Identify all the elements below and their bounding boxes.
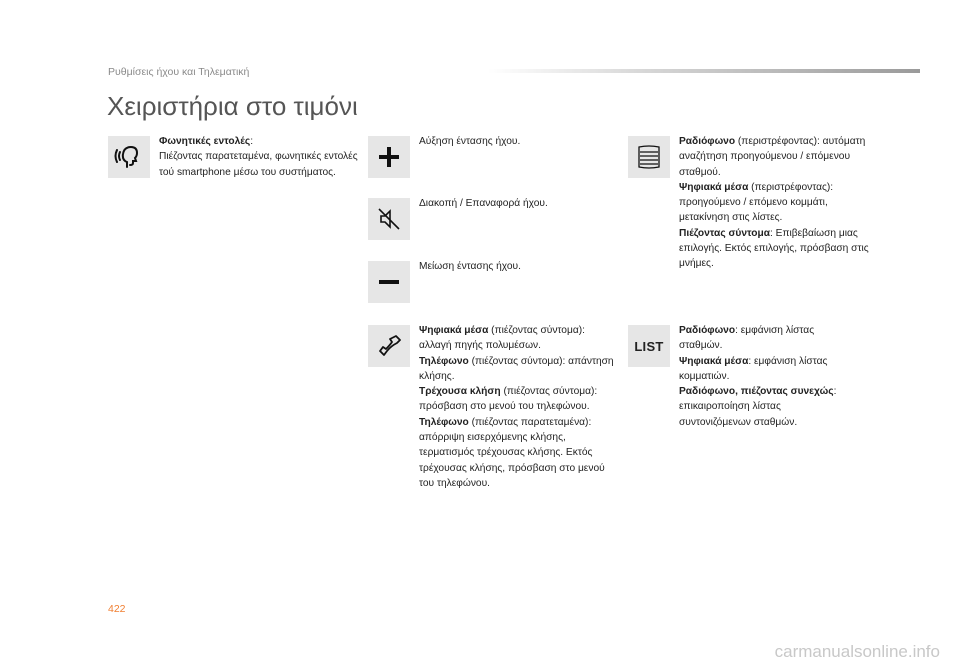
plus-icon xyxy=(368,136,410,178)
section-header: Ρυθμίσεις ήχου και Τηλεματική xyxy=(108,66,250,78)
phone-label-phone-long: Τηλέφωνο xyxy=(419,416,469,428)
list-text-radio: : εμφάνιση λίστας σταθμών. xyxy=(679,325,815,352)
phone-icon xyxy=(368,325,410,367)
wheel-text-press: : Επιβεβαίωση μιας επιλογής. Εκτός επιλογής, πρόσβαση στις μνήμες. xyxy=(679,227,869,270)
header-rule xyxy=(488,69,920,73)
wheel-text-media: (περιστρέφοντας): προηγούμενο / επόμενο κομμάτι, μετακίνηση στις λίστες. xyxy=(679,181,834,224)
phone-label-phone: Τηλέφωνο xyxy=(419,355,469,367)
voice-label-colon: : xyxy=(250,136,254,147)
page-number: 422 xyxy=(108,603,126,615)
list-label-radio-long: Ραδιόφωνο, πιέζοντας συνεχώς xyxy=(679,386,834,398)
watermark[interactable]: carmanualsonline.info xyxy=(774,642,940,661)
mute-icon xyxy=(368,198,410,240)
list-description xyxy=(679,323,839,430)
volume-up-text: Αύξηση έντασης ήχου. xyxy=(419,136,521,147)
thumbwheel-icon xyxy=(628,136,670,178)
voice-command-icon xyxy=(108,136,150,178)
wheel-label-radio: Ραδιόφωνο xyxy=(679,136,736,147)
mute-text: Διακοπή / Επαναφορά ήχου. xyxy=(419,198,548,209)
list-text-radio-long: : επικαιροποίηση λίστας συντονιζόμενων σταθμών. xyxy=(679,386,837,428)
phone-label-media: Ψηφιακά μέσα xyxy=(419,325,489,336)
list-label-radio: Ραδιόφωνο xyxy=(679,325,736,336)
list-icon xyxy=(628,325,670,367)
phone-text-media: (πιέζοντας σύντομα): αλλαγή πηγής πολυμέσων. xyxy=(419,325,585,352)
minus-icon xyxy=(368,261,410,303)
list-icon-label: LIST xyxy=(634,338,664,354)
page-title: Χειριστήρια στο τιμόνι xyxy=(107,91,358,121)
voice-label: Φωνητικές εντολές xyxy=(159,136,251,147)
voice-description xyxy=(159,134,359,180)
phone-text-answer: (πιέζοντας σύντομα): απάντηση κλήσης. xyxy=(419,355,614,382)
phone-text-current-call: (πιέζοντας σύντομα): πρόσβαση στο μενού του τηλεφώνου. xyxy=(419,386,598,413)
volume-down-text: Μείωση έντασης ήχου. xyxy=(419,261,521,272)
wheel-text-radio: (περιστρέφοντας): αυτόματη αναζήτηση προηγούμενου / επόμενου σταθμού. xyxy=(679,136,866,178)
thumbwheel-description xyxy=(679,134,874,272)
list-label-media: Ψηφιακά μέσα xyxy=(679,355,749,367)
list-text-media: : εμφάνιση λίστας κομματιών. xyxy=(679,355,828,382)
phone-description xyxy=(419,323,614,491)
mute-description xyxy=(419,196,609,211)
wheel-label-media: Ψηφιακά μέσα xyxy=(679,181,749,193)
volume-down-description xyxy=(419,259,609,274)
phone-text-reject: (πιέζοντας παρατεταμένα): απόρριψη εισερχόμενης κλήσης, τερματισμός τρέχουσας κλήσης. Εκτός τρέχουσας κλήσης, πρόσβαση στο μενού του τηλεφώνου. xyxy=(419,416,605,489)
wheel-label-press: Πιέζοντας σύντομα xyxy=(679,227,770,239)
voice-text: Πιέζοντας παρατεταμένα, φωνητικές εντολές τού smartphone μέσω του συστήματος. xyxy=(159,151,358,178)
phone-label-current-call: Τρέχουσα κλήση xyxy=(419,386,501,398)
volume-up-description xyxy=(419,134,609,149)
